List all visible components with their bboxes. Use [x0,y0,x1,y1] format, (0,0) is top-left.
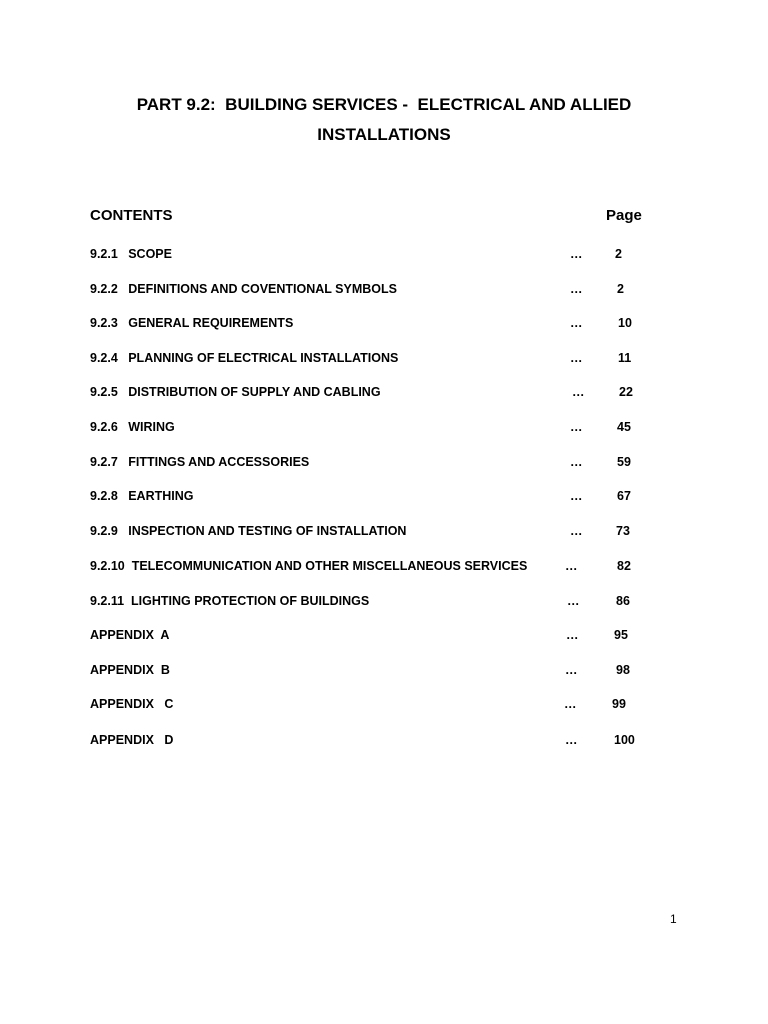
toc-entry-leader: … [570,455,583,469]
toc-entry-label: APPENDIX D [90,733,174,747]
toc-entry-leader: … [570,351,583,365]
document-title-line-2: INSTALLATIONS [317,125,451,144]
toc-entry [0,282,768,300]
toc-entry-label: 9.2.9 INSPECTION AND TESTING OF INSTALLATION [90,524,407,538]
toc-entry-page: 59 [617,455,631,469]
toc-entry-leader: … [565,733,578,747]
toc-entry-page: 45 [617,420,631,434]
toc-entry-label: 9.2.1 SCOPE [90,247,172,261]
toc-entry [0,455,768,473]
toc-entry-page: 95 [614,628,628,642]
toc-entry-page: 73 [616,524,630,538]
toc-entry-label: 9.2.11 LIGHTING PROTECTION OF BUILDINGS [90,594,370,608]
toc-entry-leader: … [570,247,583,261]
toc-entry-label: APPENDIX A [90,628,170,642]
toc-entry-label: 9.2.2 DEFINITIONS AND COVENTIONAL SYMBOLS [90,282,397,296]
toc-entry-label: 9.2.6 WIRING [90,420,175,434]
toc-entry [0,524,768,542]
toc-entry-leader: … [566,628,579,642]
toc-entry [0,247,768,265]
toc-entry [0,697,768,715]
toc-entry-leader: … [565,663,578,677]
toc-entry [0,351,768,369]
toc-entry-page: 98 [616,663,630,677]
toc-entry-label: 9.2.5 DISTRIBUTION OF SUPPLY AND CABLING [90,385,381,399]
footer-page-number: 1 [670,912,677,926]
toc-entry-leader: … [570,524,583,538]
toc-entry [0,316,768,334]
contents-heading: CONTENTS [90,207,173,224]
toc-entry-leader: … [564,697,577,711]
toc-entry-page: 10 [618,316,632,330]
toc-entry-leader: … [565,559,578,573]
toc-entry [0,594,768,612]
toc-entry [0,489,768,507]
toc-entry-leader: … [570,282,583,296]
toc-entry-leader: … [570,489,583,503]
toc-entry-page: 86 [616,594,630,608]
page-column-heading: Page [606,207,642,224]
toc-entry-page: 11 [618,351,632,365]
toc-entry-leader: … [570,316,583,330]
toc-entry-page: 2 [617,282,624,296]
toc-entry [0,420,768,438]
toc-entry-label: 9.2.7 FITTINGS AND ACCESSORIES [90,455,310,469]
toc-entry [0,559,768,577]
toc-entry-label: 9.2.3 GENERAL REQUIREMENTS [90,316,294,330]
toc-entry-page: 67 [617,489,631,503]
toc-entry-page: 22 [619,385,633,399]
toc-entry-label: APPENDIX C [90,697,174,711]
toc-entry [0,385,768,403]
toc-entry-page: 2 [615,247,622,261]
toc-entry-page: 99 [612,697,626,711]
toc-entry-page: 82 [617,559,631,573]
toc-entry-label: 9.2.8 EARTHING [90,489,194,503]
toc-entry-leader: … [570,420,583,434]
toc-entry [0,733,768,751]
toc-entry-label: 9.2.4 PLANNING OF ELECTRICAL INSTALLATIONS [90,351,399,365]
toc-entry-leader: … [567,594,580,608]
toc-entry-label: 9.2.10 TELECOMMUNICATION AND OTHER MISCELLANEOUS SERVICES [90,559,528,573]
document-title-line-1: PART 9.2: BUILDING SERVICES - ELECTRICAL AND ALLIED [136,95,632,114]
toc-entry-label: APPENDIX B [90,663,170,677]
toc-entry-leader: … [572,385,585,399]
toc-entry [0,663,768,681]
toc-entry-page: 100 [614,733,635,747]
toc-entry [0,628,768,646]
